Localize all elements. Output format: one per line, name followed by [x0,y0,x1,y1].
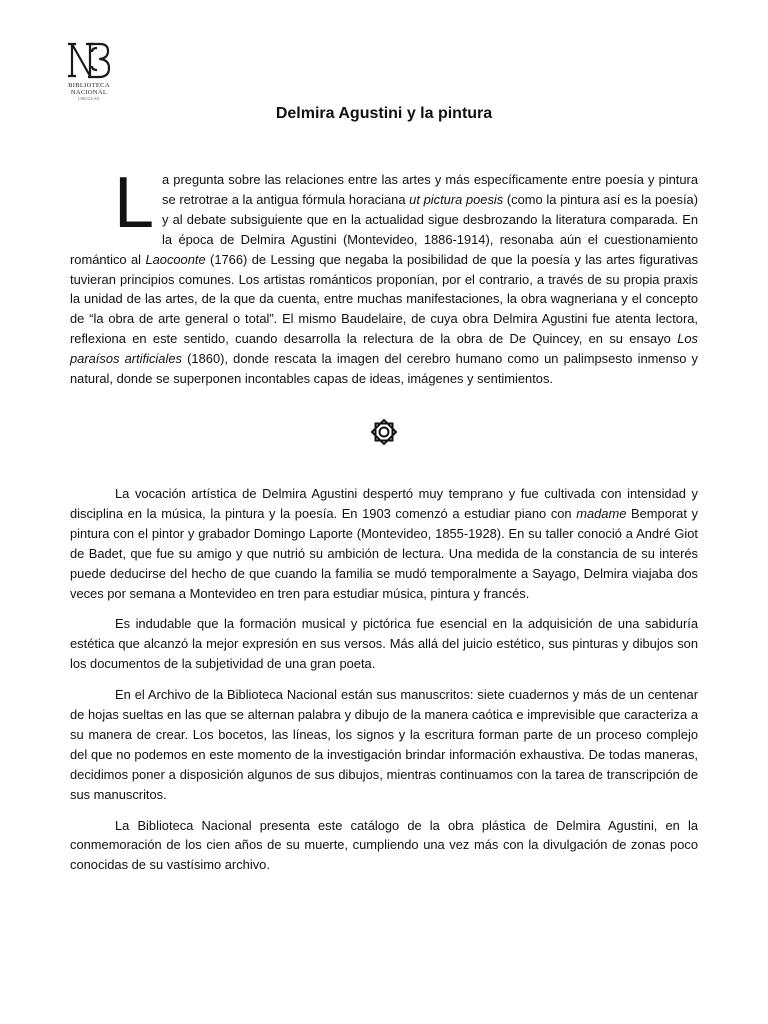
intro-text-4: (1860), donde rescata la imagen del cerebro humano como un palimpsesto inmenso y natural, donde se superponen incontables capas de ideas, imágenes y sentimientos. [70,351,698,387]
paragraph-archivo: En el Archivo de la Biblioteca Nacional están sus manuscritos: siete cuadernos y más de un centenar de hojas sueltas en las que se alternan palabra y dibujo de la manera caótica e imprevisible que caracteriza a su manera de crear. Los bocetos, las líneas, los signos y la escritura forman parte de un proceso complejo del que no podemos en este momento de la investigación brindar información exhaustiva. De todas maneras, decidimos poner a disposición algunos de sus dibujos, mientras continuamos con la tarea de transcripción de sus manuscritos. [70,687,698,802]
intro-italic-2: Laocoonte [145,251,206,267]
octagram-ornament-icon [369,417,399,447]
drop-cap: L [114,163,155,243]
intro-italic-3: Los paraísos artificiales [70,331,698,367]
section-ornament [70,417,698,464]
p2-text-1: La vocación artística de Delmira Agustini despertó muy temprano y fue cultivada con intensidad y disciplina en la música, la pintura y la poesía. En 1903 comenzó a estudiar piano con [70,485,698,521]
paragraph-catalogo: La Biblioteca Nacional presenta este catálogo de la obra plástica de Delmira Agustini, en la conmemoración de los cien años de su muerte, cumpliendo una vez más con la divulgación de zonas poco conocidas de su vastísimo archivo. [70,817,698,873]
logo-line-3: URUGUAY [78,96,100,101]
paragraph-formacion: Es indudable que la formación musical y pictórica fue esencial en la adquisición de una sabiduría estética que alcanzó la mejor expresión en sus versos. Más allá del juicio estético, sus pinturas y dibujos son los documentos de la subjetividad de una gran poeta. [70,616,698,672]
biblioteca-nacional-monogram-icon [64,40,114,82]
article-body [70,163,699,875]
logo-line-2: NACIONAL [70,89,108,96]
intro-text-2: (como la pintura así es la poesía) y al debate subsiguiente que en la actualidad sigue desbrozando la literatura comparada. En la época de Delmira Agustini (Montevideo, 1886-1914), resonaba aún el cuestionamiento romántico al [70,191,699,267]
p2-text-2: Bemporat y pintura con el pintor y grabador Domingo Laporte (Montevideo, 1855-1928). En su taller conoció a André Giot de Badet, que fue su amigo y que nutrió su ambición de lectura. Una medida de la constancia de su interés puede deducirse del hecho de que cuando la familia se mudó temporalmente a Sayago, Delmira viajaba dos veces por semana a Montevideo en tren para estudiar música, pintura y francés. [70,505,698,601]
intro-paragraph [70,163,699,389]
page-title: Delmira Agustini y la pintura [275,105,493,122]
library-logo [64,40,114,104]
paragraph-vocacion [70,484,698,603]
intro-text-1: a pregunta sobre las relaciones entre las artes y más específicamente entre poesía y pintura se retrotrae a la antigua fórmula horaciana [162,172,698,207]
logo-wordmark [64,82,114,101]
logo-line-1: BIBLIOTECA [68,82,110,89]
intro-text-3: (1766) de Lessing que negaba la posibilidad de que la poesía y las artes figurativas tuvieran principios comunes. Los artistas románticos proponían, por el contrario, a través de su propia praxis la unidad de las artes, de la que da cuenta, entre muchas manifestaciones, la obra wagneriana y el concepto de “la obra de arte general o total”. El mismo Baudelaire, de cuya obra Delmira Agustini fue atenta lectora, reflexiona en este sentido, cuando desarrolla la relectura de la obra de De Quincey, en su ensayo [70,251,699,347]
intro-italic-1: ut pictura poesis [409,191,504,207]
p2-italic: madame [576,505,627,521]
